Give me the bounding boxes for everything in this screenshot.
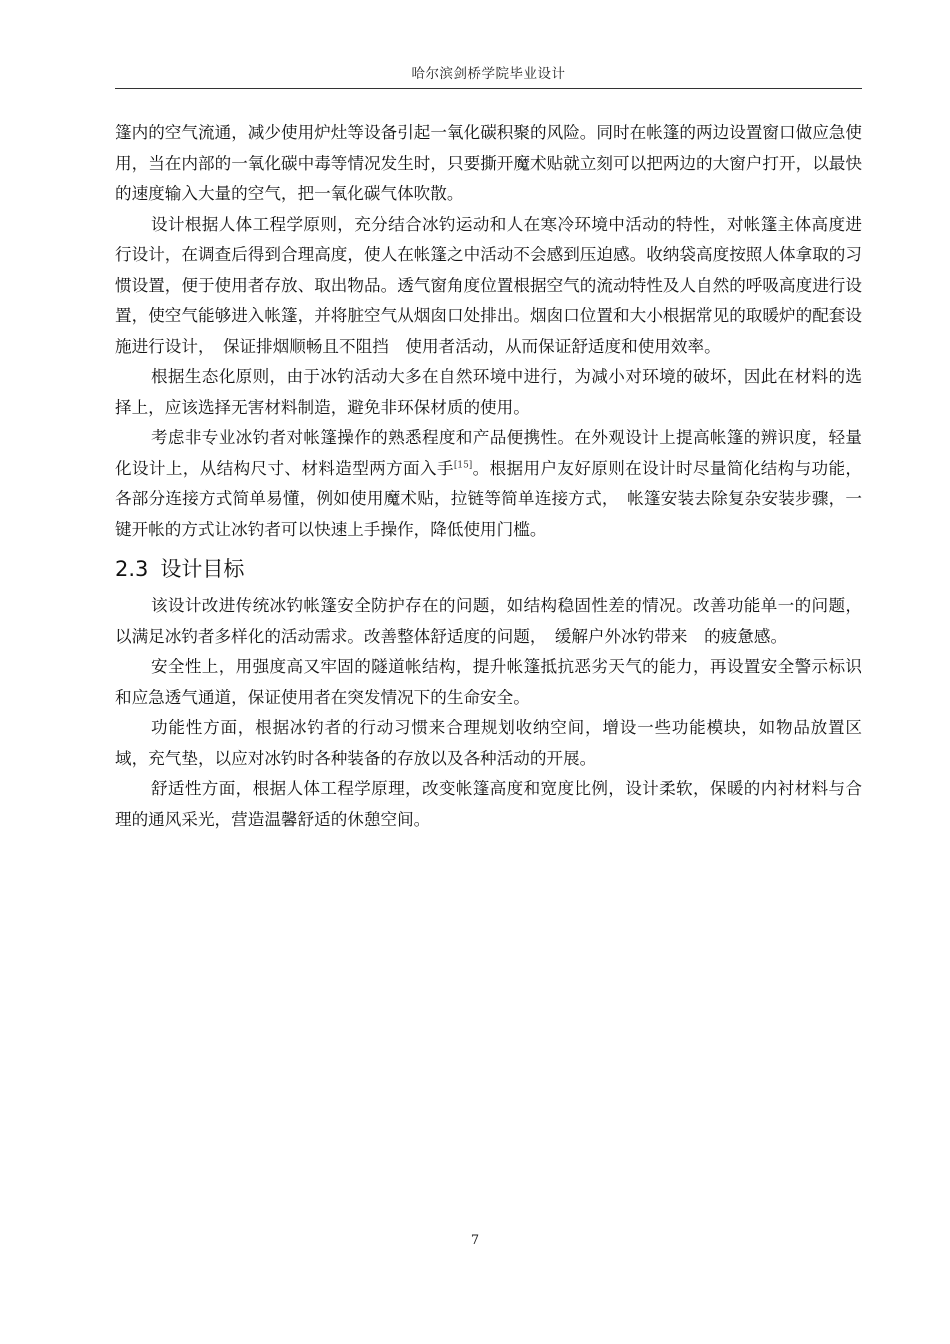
page-number: 7 xyxy=(470,1233,480,1248)
section-title: 设计目标 xyxy=(160,557,245,581)
body-paragraph: 设计根据人体工程学原则，充分结合冰钓运动和人在寒冷环境中活动的特性，对帐篷主体高度进行设计，在调查后得到合理高度，使人在帐篷之中活动不会感到压迫感。收纳袋高度按照人体拿取的习惯设置，便于使用者存放、取出物品。透气窗角度位置根据空气的流动特性及人自然的呼吸高度进行设置，使空气能够进入帐篷，并将脏空气从烟囱口处排出。烟囱口位置和大小根据常见的取暖炉的配套设施进行设计， 保证排烟顺畅且不阻挡 使用者活动，从而保证舒适度和使用效率。 xyxy=(115,214,862,356)
section-heading xyxy=(115,549,862,589)
paragraph-text: 考虑非专业冰钓者对帐篷操作的熟悉程度和产品便携性。在外观设计上提高帐篷的辨识度，轻量化设计上，从结构尺寸、材料造型两方面入手 xyxy=(115,428,862,478)
body-paragraph: 安全性上，用强度高又牢固的隧道帐结构，提升帐篷抵抗恶劣天气的能力，再设置安全警示标识和应急透气通道，保证使用者在突发情况下的生命安全。 xyxy=(115,657,862,707)
body-paragraph: 该设计改进传统冰钓帐篷安全防护存在的问题，如结构稳固性差的情况。改善功能单一的问题，以满足冰钓者多样化的活动需求。改善整体舒适度的问题， 缓解户外冰钓带来 的疲惫感。 xyxy=(115,596,862,646)
header-divider xyxy=(115,88,862,89)
body-paragraph: 根据生态化原则，由于冰钓活动大多在自然环境中进行，为减小对环境的破坏，因此在材料的选择上，应该选择无害材料制造，避免非环保材质的使用。 xyxy=(115,367,862,417)
body-paragraph: 功能性方面，根据冰钓者的行动习惯来合理规划收纳空间，增设一些功能模块，如物品放置区域，充气垫，以应对冰钓时各种装备的存放以及各种活动的开展。 xyxy=(115,718,862,768)
body-paragraph-with-citation xyxy=(115,423,862,545)
paragraph-text: 。根据用户友好原则在设计时尽量简化结构与功能，各部分连接方式简单易懂，例如使用魔术贴，拉链等简单连接方式， 帐篷安装去除复杂安装步骤，一键开帐的方式让冰钓者可以快速上手操作，降低使用门槛。 xyxy=(115,458,862,539)
section-number: 2.3 xyxy=(115,557,149,581)
body-paragraph: 舒适性方面，根据人体工程学原理，改变帐篷高度和宽度比例，设计柔软，保暖的内衬材料与合理的通风采光，营造温馨舒适的休憩空间。 xyxy=(115,779,862,829)
citation-marker: [15] xyxy=(453,459,473,470)
body-content xyxy=(115,118,862,835)
body-paragraph: 篷内的空气流通，减少使用炉灶等设备引起一氧化碳积聚的风险。同时在帐篷的两边设置窗口做应急使用，当在内部的一氧化碳中毒等情况发生时，只要撕开魔术贴就立刻可以把两边的大窗户打开，以最快的速度输入大量的空气，把一氧化碳气体吹散。 xyxy=(115,123,862,203)
page-header: 哈尔滨剑桥学院毕业设计 xyxy=(411,66,566,82)
